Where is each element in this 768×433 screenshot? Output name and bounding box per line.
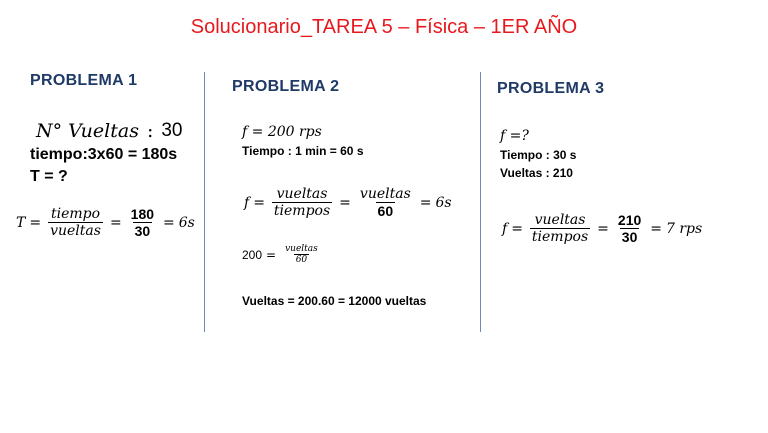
slide-title: Solucionario_TAREA 5 – Física – 1ER AÑO [190, 16, 578, 38]
p2-small-denominator: 60 [295, 255, 308, 266]
p2-equals-3: = [419, 194, 432, 211]
p1-tiempo-line: tiempo:3x60 = 180s [30, 146, 178, 163]
p2-lhs-value: 200 [242, 248, 263, 263]
p3-equals-2: = [597, 220, 609, 237]
p1-equals-1: = [29, 214, 42, 231]
problem-2-heading: PROBLEMA 2 [232, 78, 340, 95]
p2-fraction-words [272, 186, 332, 220]
p3-formula [502, 212, 702, 246]
p2-fraction-denominator: tiempos [273, 203, 331, 220]
p3-equals-3: = [650, 220, 662, 237]
problem-3-heading: PROBLEMA 3 [497, 80, 605, 97]
p2-final-line: Vueltas = 200.60 = 12000 vueltas [242, 294, 427, 308]
p3-fraction-words [530, 212, 590, 246]
p1-result: 6s [178, 214, 195, 231]
p2-f-symbol: f [244, 194, 250, 211]
p1-number-numerator: 180 [130, 206, 155, 222]
p2-equals-1: = [253, 194, 265, 211]
p1-fraction-numbers [129, 206, 156, 240]
p3-tiempo-line: Tiempo : 30 s [500, 148, 577, 162]
p3-fraction-denominator: tiempos [531, 229, 589, 246]
column-divider-right [480, 72, 481, 332]
p1-equals-3: = [163, 214, 175, 231]
p3-equals-1: = [511, 220, 523, 237]
p1-equals-2: = [109, 214, 122, 231]
p1-fraction-denominator: vueltas [50, 223, 101, 240]
p3-f-symbol: f [502, 220, 508, 237]
p2-partial-numerator: vueltas [359, 186, 411, 202]
p2-result: 6s [435, 194, 452, 211]
p3-result: 7 rps [666, 220, 703, 237]
p1-vueltas-label: N° Vueltas [36, 120, 139, 142]
p2-fraction-numerator: vueltas [276, 186, 328, 202]
p2-tiempo-line: Tiempo : 1 min = 60 s [242, 144, 364, 158]
p1-period-line: T = ? [30, 168, 68, 185]
p2-small-numerator: vueltas [285, 244, 318, 254]
p3-number-denominator: 30 [621, 229, 638, 246]
p3-vueltas-line: Vueltas : 210 [500, 166, 573, 180]
p1-fraction-numerator: tiempo [50, 206, 101, 222]
p2-small-fraction [283, 244, 320, 266]
p3-fraction-numerator: vueltas [534, 212, 586, 228]
p3-fraction-numbers [616, 212, 643, 246]
p1-T-symbol: T [16, 214, 26, 231]
p1-number-denominator: 30 [134, 223, 151, 240]
p3-frequency-line: f =? [500, 128, 529, 144]
column-divider-left [204, 72, 205, 332]
p3-number-numerator: 210 [617, 212, 642, 228]
p2-equals-2: = [339, 194, 351, 211]
p2-formula [244, 186, 452, 220]
p2-partial-denominator: 60 [377, 203, 394, 220]
p2-second-equation [242, 244, 323, 266]
p1-colon: : [146, 120, 154, 142]
p1-vueltas-line [36, 120, 183, 142]
p2-frequency-line: f = 200 rps [242, 124, 322, 140]
p2-equals-4: = [266, 248, 277, 263]
problem-1-heading: PROBLEMA 1 [30, 72, 138, 89]
p2-fraction-partial [358, 186, 413, 220]
p1-vueltas-value: 30 [161, 120, 183, 141]
p1-fraction-words [48, 206, 103, 240]
p1-formula [16, 206, 195, 240]
